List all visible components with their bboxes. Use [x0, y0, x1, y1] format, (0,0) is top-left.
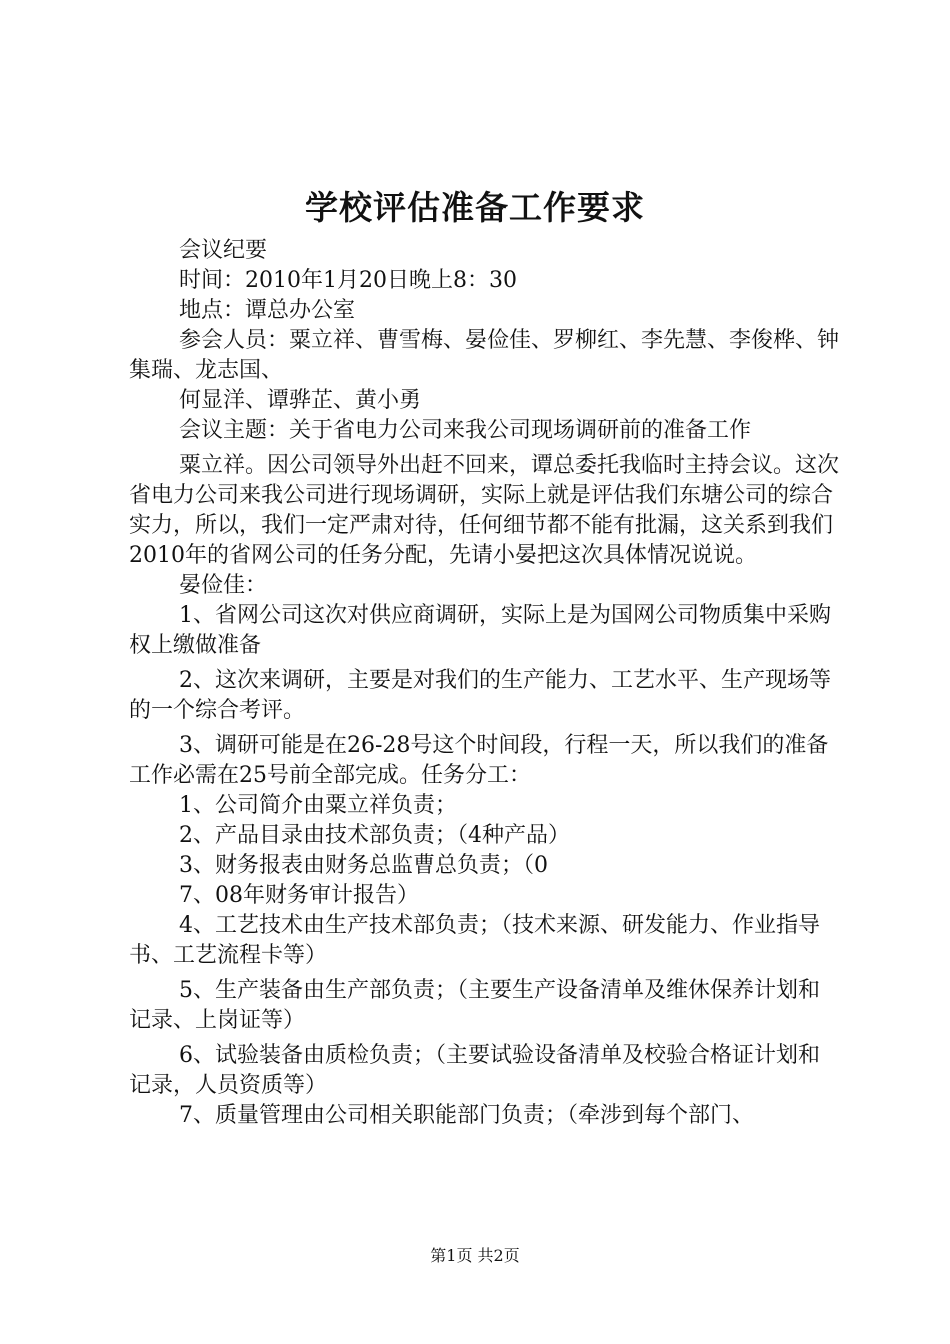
paragraph-opening-remarks: 粟立祥。因公司领导外出赶不回来，谭总委托我临时主持会议。这次省电力公司来我公司进行现场调研，实际上就是评估我们东塘公司的综合实力，所以，我们一定严肃对待，任何细节都不能有批漏，这关系到我们2010年的省网公司的任务分配，先请小晏把这次具体情况说说。 — [129, 453, 840, 568]
paragraph-task-5: 5、生产装备由生产部负责；（主要生产设备清单及维休保养计划和记录、上岗证等） — [129, 978, 820, 1033]
document-body — [129, 236, 841, 1131]
paragraph-task-3-cont: 7、08年财务审计报告） — [179, 883, 419, 908]
paragraph-task-3: 3、财务报表由财务总监曹总负责；（0 — [179, 853, 548, 878]
paragraph-task-6: 6、试验装备由质检负责；（主要试验设备清单及校验合格证计划和记录，人员资质等） — [129, 1043, 820, 1098]
page-footer: 第1页 共2页 — [430, 1246, 520, 1265]
paragraph-task-2: 2、产品目录由技术部负责；（4种产品） — [179, 823, 570, 848]
paragraph-location: 地点：谭总办公室 — [179, 298, 356, 323]
paragraph-meeting-topic: 会议主题：关于省电力公司来我公司现场调研前的准备工作 — [179, 418, 752, 443]
paragraph-point-1: 1、省网公司这次对供应商调研，实际上是为国网公司物质集中采购权上缴做准备 — [129, 603, 831, 658]
paragraph-meeting-minutes: 会议纪要 — [179, 238, 268, 263]
paragraph-point-2: 2、这次来调研，主要是对我们的生产能力、工艺水平、生产现场等的一个综合考评。 — [129, 668, 831, 723]
paragraph-attendees-cont: 何显洋、谭骅芷、黄小勇 — [179, 388, 422, 413]
paragraph-task-4: 4、工艺技术由生产技术部负责；（技术来源、研发能力、作业指导书、工艺流程卡等） — [129, 913, 820, 968]
paragraph-task-7: 7、质量管理由公司相关职能部门负责；（牵涉到每个部门、 — [179, 1103, 754, 1128]
document-title: 学校评估准备工作要求 — [305, 188, 645, 227]
paragraph-speaker: 晏俭佳： — [179, 573, 268, 598]
paragraph-attendees: 参会人员：粟立祥、曹雪梅、晏俭佳、罗柳红、李先慧、李俊桦、钟集瑞、龙志国、 — [129, 328, 840, 383]
paragraph-time: 时间：2010年1月20日晚上8：30 — [179, 268, 517, 293]
paragraph-point-3: 3、调研可能是在26-28号这个时间段，行程一天，所以我们的准备工作必需在25号前全部完成。任务分工： — [129, 733, 829, 788]
paragraph-task-1: 1、公司简介由粟立祥负责； — [179, 793, 457, 818]
